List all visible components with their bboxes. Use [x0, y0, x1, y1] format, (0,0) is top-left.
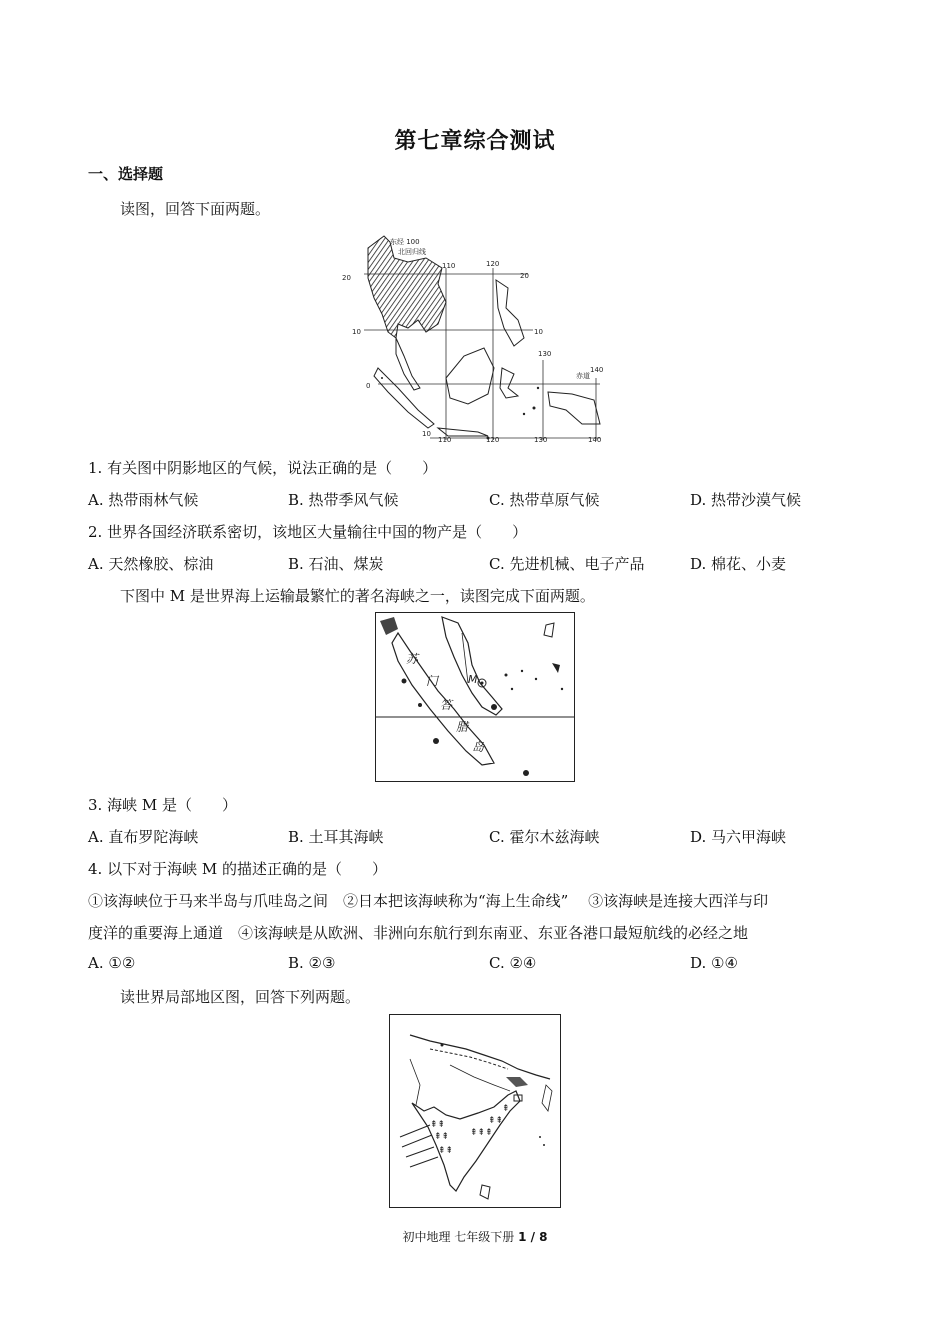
label-equator: 赤道: [576, 372, 590, 380]
q4-option-a[interactable]: A. ①②: [88, 954, 136, 972]
svg-text:⇞⇞: ⇞⇞: [488, 1116, 504, 1126]
question-4-statements-1: ①该海峡位于马来半岛与爪哇岛之间 ②日本把该海峡称为“海上生命线” ③该海峡是连接大西洋与印: [88, 892, 769, 910]
southeast-asia-map: [338, 228, 610, 444]
svg-text:⇞⇞: ⇞⇞: [434, 1132, 450, 1142]
svg-text:0: 0: [366, 382, 371, 390]
svg-text:140: 140: [588, 436, 602, 444]
q3-option-d[interactable]: D. 马六甲海峡: [690, 828, 787, 846]
svg-text:⇞⇞⇞: ⇞⇞⇞: [470, 1128, 493, 1138]
q1-option-b[interactable]: B. 热带季风气候: [288, 491, 399, 509]
question-4-statements-2: 度洋的重要海上通道 ④该海峡是从欧洲、非洲向东航行到东南亚、东亚各港口最短航线的必经之地: [88, 924, 749, 942]
label-men: 门: [426, 674, 439, 688]
question-2-stem: 2. 世界各国经济联系密切，该地区大量输往中国的物产是（ ）: [88, 523, 528, 541]
question-4-stem: 4. 以下对于海峡 M 的描述正确的是（ ）: [88, 860, 387, 878]
intro-3: 读世界局部地区图，回答下列两题。: [120, 988, 361, 1006]
svg-text:120: 120: [486, 436, 500, 444]
svg-text:130: 130: [534, 436, 548, 444]
svg-text:110: 110: [438, 436, 452, 444]
page-title: 第七章综合测试: [394, 129, 556, 154]
q2-option-d[interactable]: D. 棉花、小麦: [690, 555, 787, 573]
page-footer: [0, 1228, 950, 1245]
svg-text:130: 130: [538, 350, 552, 358]
footer-text: 初中地理 七年级下册: [402, 1230, 519, 1244]
label-la: 腊: [456, 720, 469, 734]
label-su: 苏: [406, 652, 419, 666]
page-number: 1 / 8: [518, 1230, 548, 1244]
svg-text:⇞⇞: ⇞⇞: [438, 1146, 454, 1156]
svg-text:110: 110: [442, 262, 456, 270]
svg-text:10: 10: [534, 328, 543, 336]
strait-map: [375, 612, 575, 782]
q4-option-d[interactable]: D. ①④: [690, 954, 738, 972]
section-heading: 一、选择题: [88, 165, 164, 183]
svg-text:10: 10: [422, 430, 431, 438]
q4-option-b[interactable]: B. ②③: [288, 954, 336, 972]
q3-option-b[interactable]: B. 土耳其海峡: [288, 828, 384, 846]
q4-option-c[interactable]: C. ②④: [489, 954, 537, 972]
svg-text:⇞⇞: ⇞⇞: [430, 1120, 446, 1130]
svg-text:20: 20: [520, 272, 529, 280]
q2-option-a[interactable]: A. 天然橡胶、棕油: [88, 555, 214, 573]
q1-option-c[interactable]: C. 热带草原气候: [489, 491, 600, 509]
south-asia-map: [389, 1014, 561, 1208]
svg-text:120: 120: [486, 260, 500, 268]
q1-option-d[interactable]: D. 热带沙漠气候: [690, 491, 802, 509]
label-dao: 岛: [472, 740, 485, 754]
svg-text:⇞: ⇞: [502, 1104, 510, 1114]
q2-option-b[interactable]: B. 石油、煤炭: [288, 555, 384, 573]
svg-text:20: 20: [342, 274, 351, 282]
q2-option-c[interactable]: C. 先进机械、电子产品: [489, 555, 645, 573]
question-1-stem: 1. 有关图中阴影地区的气候，说法正确的是（ ）: [88, 459, 438, 477]
label-tropic: 北回归线: [398, 248, 426, 256]
svg-text:10: 10: [352, 328, 361, 336]
question-3-stem: 3. 海峡 M 是（ ）: [88, 796, 237, 814]
q1-option-a[interactable]: A. 热带雨林气候: [88, 491, 199, 509]
q3-option-a[interactable]: A. 直布罗陀海峡: [88, 828, 199, 846]
label-east-100: 东经 100: [390, 238, 420, 246]
intro-2: 下图中 M 是世界海上运输最繁忙的著名海峡之一，读图完成下面两题。: [120, 587, 595, 605]
intro-1: 读图，回答下面两题。: [120, 200, 271, 218]
label-m: M: [468, 673, 478, 686]
svg-text:140: 140: [590, 366, 604, 374]
q3-option-c[interactable]: C. 霍尔木兹海峡: [489, 828, 600, 846]
label-da: 答: [440, 698, 453, 712]
